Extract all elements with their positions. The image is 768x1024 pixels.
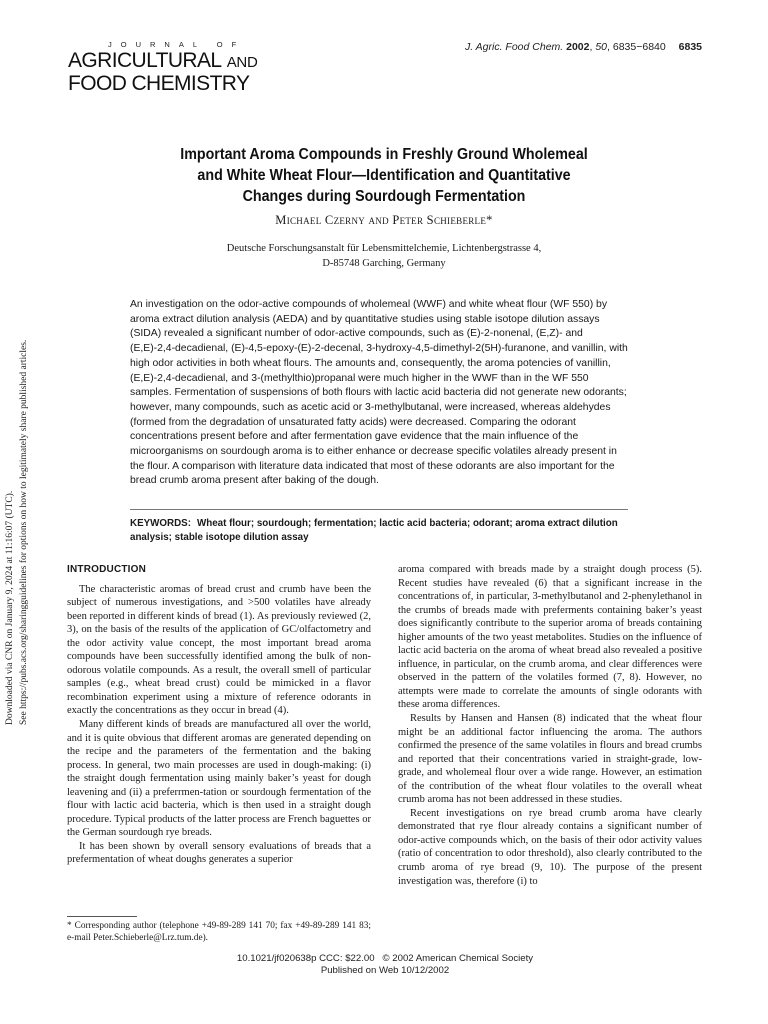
body-paragraph: The characteristic aromas of bread crust and crumb have been the subject of numerous investigations, and >500 volatiles have already been reported in different kinds of bread (1). As previously reviewed (2, 3), on the basis of the results of the application of GC/olfactometry and the odor activity value concept, the most important bread aroma compounds have been successfully identified among the bulk of non-odorous volatile compounds. As a result, the overall smell of particular samples (e.g., wheat bread crust) could be mimicked in a flavor recombination experiment using a mixture of reference odorants in exactly the concentrations as they occur in bread (4). — [67, 583, 371, 717]
abstract-divider — [130, 509, 628, 510]
doi-text: 10.1021/jf020638p CCC: $22.00 — [236, 953, 375, 964]
abstract: An investigation on the odor-active compounds of wholemeal (WWF) and white wheat flour (WF 550) by aroma extract dilution analysis (AEDA) and by quantitative studies using stable isotope dilution assays (SIDA) revealed a significant number of odor-active compounds, such as (E)-2-nonenal, (E,Z)- and (E,E)-2,4-decadienal, (E)-4,5-epoxy-(E)-2-decenal, 3-hydroxy-4,5-dimethyl-2(5H)-furanone, and vanillin, with high odor activities in both wheat flours. The amounts and, consequently, the aroma potencies of vanillin, (E,E)-2,4-decadienal, and 3-(methylthio)propanal were much higher in the WWF than in the WF 550 samples. Fermentation of suspensions of both flours with lactic acid bacteria did not generate new odorants; however, many compounds, such as acetic acid or 3-methylbutanal, were increased, whereas aldehydes (formed from the degradation of unsaturated fatty acids) were decreased. Comparing the odorant concentrations present before and after fermentation gave evidence that the main influence of the microorganisms on sourdough aroma is to either enhance or decrease specific volatiles already present in the flour. A comparison with literature data indicated that most of these odorants are also important for the bread crumb aroma present after baking of the dough. — [130, 299, 628, 487]
body-column-left — [67, 563, 371, 867]
title-line: Changes during Sourdough Fermentation — [242, 188, 526, 205]
citation-volume: 50 — [595, 41, 608, 53]
sharing-note-line: See https://pubs.acs.org/sharingguidelines for options on how to legitimately share published articles. — [18, 339, 29, 725]
affiliation-line: D-85748 Garching, Germany — [322, 258, 446, 269]
doi-copyright-block — [200, 953, 570, 977]
body-paragraph: Many different kinds of breads are manufactured all over the world, and it is quite obvious that different aromas are generated depending on the recipe and the parameters of the fermentation and the baking process. In general, two main processes are used in dough-making: (i) the straight dough fermentation using mainly baker’s yeast for dough leavening and (ii) a preferrmen-tation or sourdough fermentation of the flour with lactic acid bacteria, which is then used in a straight dough procedure. Typical products of the latter process are French baguettes or the German sourdough rye breads. — [67, 719, 371, 839]
affiliation — [110, 241, 658, 271]
keywords-label: KEYWORDS: — [130, 518, 191, 529]
section-heading-introduction: INTRODUCTION — [67, 564, 147, 575]
body-paragraph: It has been shown by overall sensory evaluations of breads that a prefermentation of wheat doughs generates a superior — [67, 840, 371, 866]
download-side-note — [0, 0, 30, 1024]
page-number: 6835 — [678, 41, 702, 53]
citation-header: J. Agric. Food Chem. 2002, 50, 6835−6840 6835 — [464, 41, 702, 53]
logo-agricultural-text: AGRICULTURAL — [68, 49, 222, 72]
logo-line-agricultural — [68, 50, 283, 73]
journal-logo — [68, 40, 283, 94]
doi-copyright-line — [200, 953, 570, 965]
title-line: and White Wheat Flour—Identification and Quantitative — [197, 167, 571, 184]
body-paragraph: Recent investigations on rye bread crumb aroma have clearly demonstrated that rye flour already contains a significant number of odor-active compounds which, on the basis of their odor activity values (ratio of concentration to odor threshold), also clearly contributed to the crumb aroma of rye bread (9, 10). The purpose of the present investigation was, therefore (i) to — [398, 807, 702, 887]
title-line: Important Aroma Compounds in Freshly Ground Wholemeal — [180, 146, 588, 163]
published-date: Published on Web 10/12/2002 — [320, 965, 450, 976]
keywords — [130, 517, 628, 545]
citation-pages: 6835−6840 — [612, 41, 666, 53]
body-paragraph: aroma compared with breads made by a straight dough process (5). Recent studies have revealed (6) that a significant increase in the concentrations of, in particular, 3-methylbutanol and 2-phenylethanol in the crumbs of breads made with preferments containing baker’s yeast does significantly contribute to the superior aroma of breads containing higher amounts of the two yeast metabolites. Studies on the influence of lactic acid bacteria on the aroma of wheat bread also revealed a positive influence, in particular, on the crumb aroma, and clear differences were observed in the pattern of the volatiles formed (7, 8). However, no attempts were made to correlate the amounts of single odorants with these aroma differences. — [398, 564, 702, 711]
keywords-text: Wheat flour; sourdough; fermentation; lactic acid bacteria; odorant; aroma extract dilution analysis; stable isotope dilution assay — [130, 518, 618, 543]
journal-abbrev: J. Agric. Food Chem. — [464, 41, 564, 53]
logo-line-food-chemistry: FOOD CHEMISTRY — [68, 72, 250, 95]
body-paragraph: Results by Hansen and Hansen (8) indicated that the wheat flour might be an additional factor influencing the aroma. The authors confirmed the presence of the same volatiles in flours and bread crumbs and reported that their concentrations varied in straight-grade, low-grade, and wholemeal flour over a wide range. However, an estimation of the contribution of the wheat flour volatiles to the overall wheat crumb aroma has not been addressed in these studies. — [398, 713, 702, 806]
author-list: Michael Czerny and Peter Schieberle* — [275, 213, 493, 227]
download-note-line: Downloaded via CNR on January 9, 2024 at 11:16:07 (UTC). — [5, 490, 15, 725]
logo-journal-word: JOURNAL OF — [108, 40, 246, 49]
affiliation-line: Deutsche Forschungsanstalt für Lebensmittelchemie, Lichtenbergstrasse 4, — [226, 243, 542, 254]
logo-and-text: AND — [226, 54, 258, 71]
body-column-right — [398, 563, 702, 888]
citation-year: 2002 — [566, 41, 590, 53]
footnote-divider — [67, 916, 137, 917]
article-title — [132, 144, 636, 207]
corresponding-author-footnote: * Corresponding author (telephone +49-89-289 141 70; fax +49-89-289 141 83; e-mail Peter.Schieberle@Lrz.tum.de). — [67, 921, 371, 943]
copyright-text: © 2002 American Chemical Society — [382, 953, 534, 964]
